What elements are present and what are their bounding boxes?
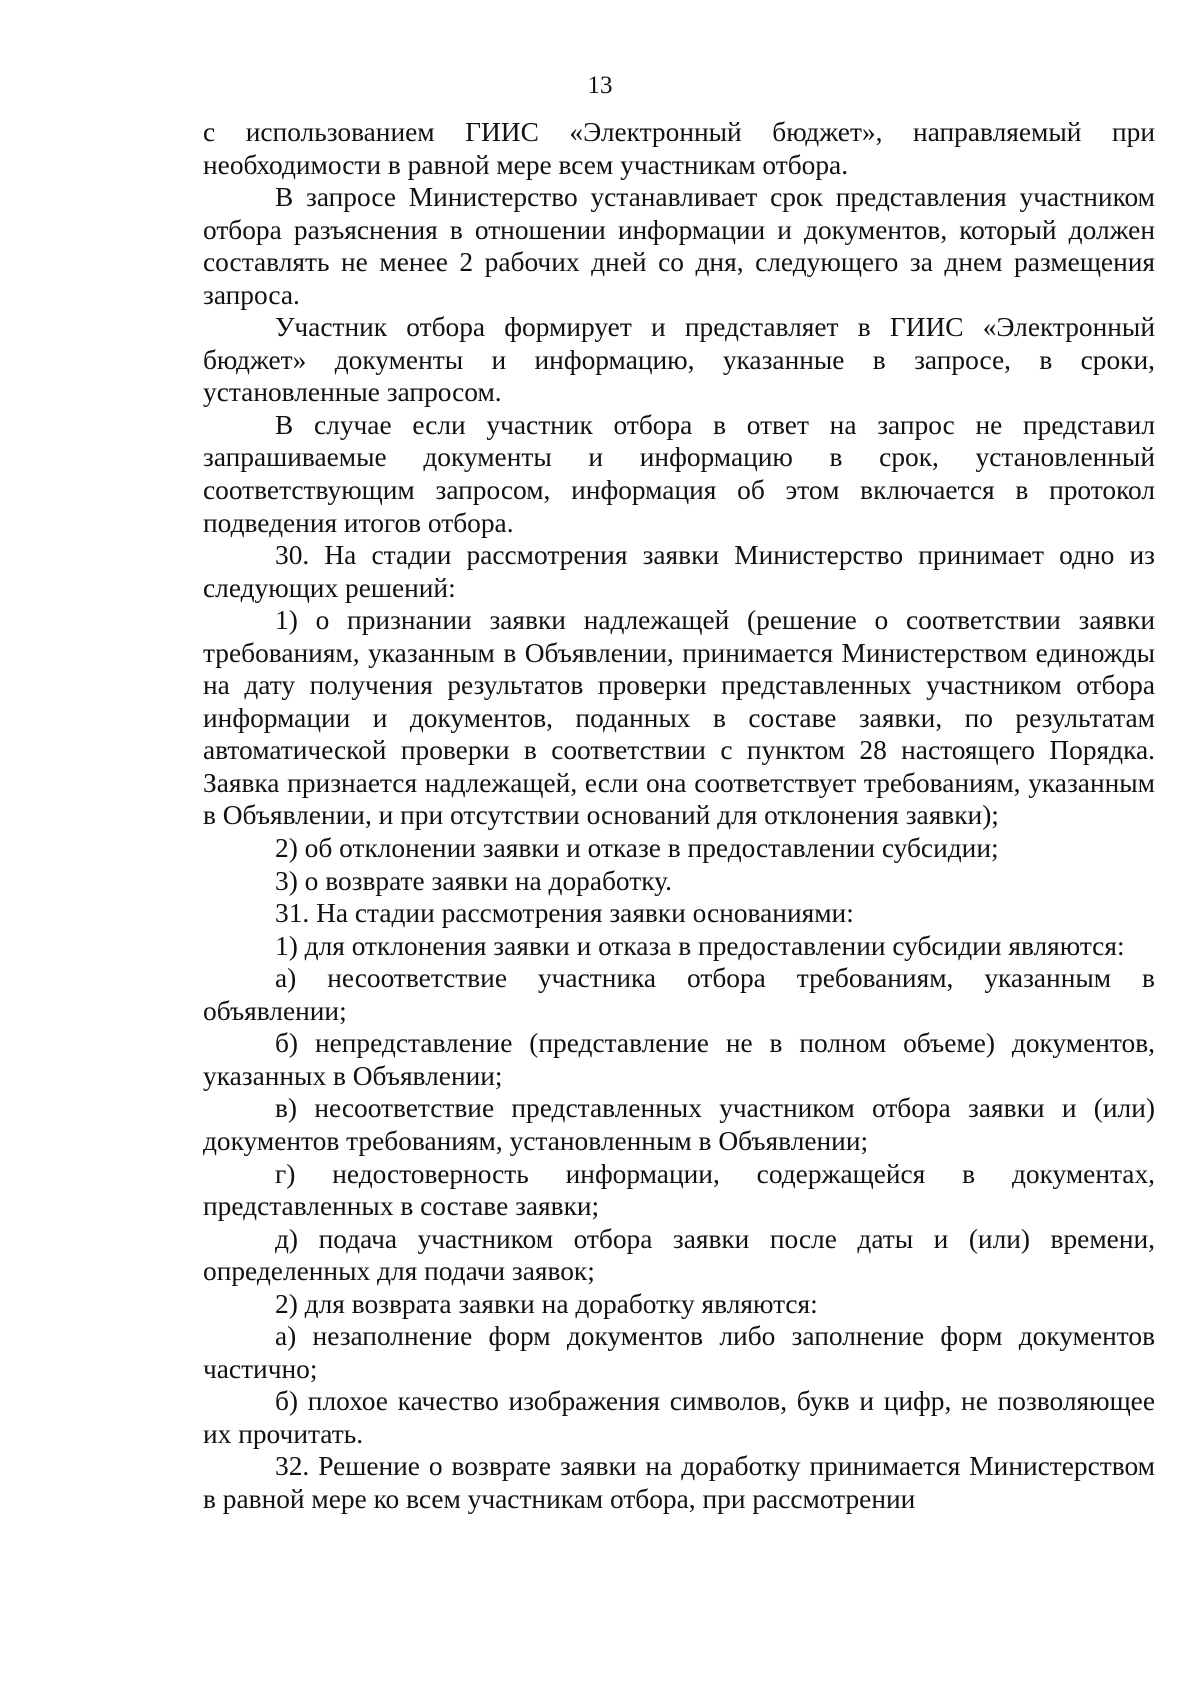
paragraph-12: б) непредставление (представление не в полном объеме) документов, указанных в Объявлении;	[203, 1028, 1155, 1091]
paragraph-10: 1) для отклонения заявки и отказа в предоставлении субсидии являются:	[275, 930, 1125, 961]
paragraph-13: в) несоответствие представленных участником отбора заявки и (или) документов требованиям, установленным в Объявлении;	[203, 1093, 1155, 1156]
paragraph-4: В случае если участник отбора в ответ на запрос не представил запрашиваемые документы и информацию в срок, установленный соответствующим запросом, информация об этом включается в протокол подведения итогов отбора.	[203, 409, 1155, 538]
paragraph-11: а) несоответствие участника отбора требованиям, указанным в объявлении;	[203, 963, 1155, 1026]
document-body	[203, 116, 1155, 1516]
paragraph-19: 32. Решение о возврате заявки на доработку принимается Министерством в равной мере ко всем участникам отбора, при рассмотрении	[203, 1451, 1155, 1514]
page-number: 13	[587, 72, 613, 99]
paragraph-17: а) незаполнение форм документов либо заполнение форм документов частично;	[203, 1321, 1155, 1384]
paragraph-8: 3) о возврате заявки на доработку.	[275, 865, 672, 896]
paragraph-1: с использованием ГИИС «Электронный бюджет», направляемый при необходимости в равной мере всем участникам отбора.	[203, 117, 1155, 180]
paragraph-16: 2) для возврата заявки на доработку являются:	[275, 1288, 818, 1319]
paragraph-9: 31. На стадии рассмотрения заявки основаниями:	[275, 898, 854, 929]
paragraph-5: 30. На стадии рассмотрения заявки Министерство принимает одно из следующих решений:	[203, 540, 1155, 603]
paragraph-7: 2) об отклонении заявки и отказе в предоставлении субсидии;	[275, 833, 999, 864]
paragraph-14: г) недостоверность информации, содержащейся в документах, представленных в составе заявки;	[203, 1158, 1155, 1222]
paragraph-6: 1) о признании заявки надлежащей (решение о соответствии заявки требованиям, указанным в Объявлении, принимается Министерством единожды на дату получения результатов проверки представленных участником отбора информации и документов, поданных в составе заявки, по результатам автоматической проверки в соответствии с пунктом 28 настоящего Порядка. Заявка признается надлежащей, если она соответствует требованиям, указанным в Объявлении, и при отсутствии оснований для отклонения заявки);	[203, 605, 1155, 831]
paragraph-18: б) плохое качество изображения символов, букв и цифр, не позволяющее их прочитать.	[203, 1386, 1155, 1449]
paragraph-3: Участник отбора формирует и представляет в ГИИС «Электронный бюджет» документы и информацию, указанные в запросе, в сроки, установленные запросом.	[203, 312, 1155, 408]
paragraph-2: В запросе Министерство устанавливает срок представления участником отбора разъяснения в отношении информации и документов, который должен составлять не менее 2 рабочих дней со дня, следующего за днем размещения запроса.	[203, 182, 1155, 310]
paragraph-15: д) подача участником отбора заявки после даты и (или) времени, определенных для подачи заявок;	[203, 1223, 1155, 1287]
